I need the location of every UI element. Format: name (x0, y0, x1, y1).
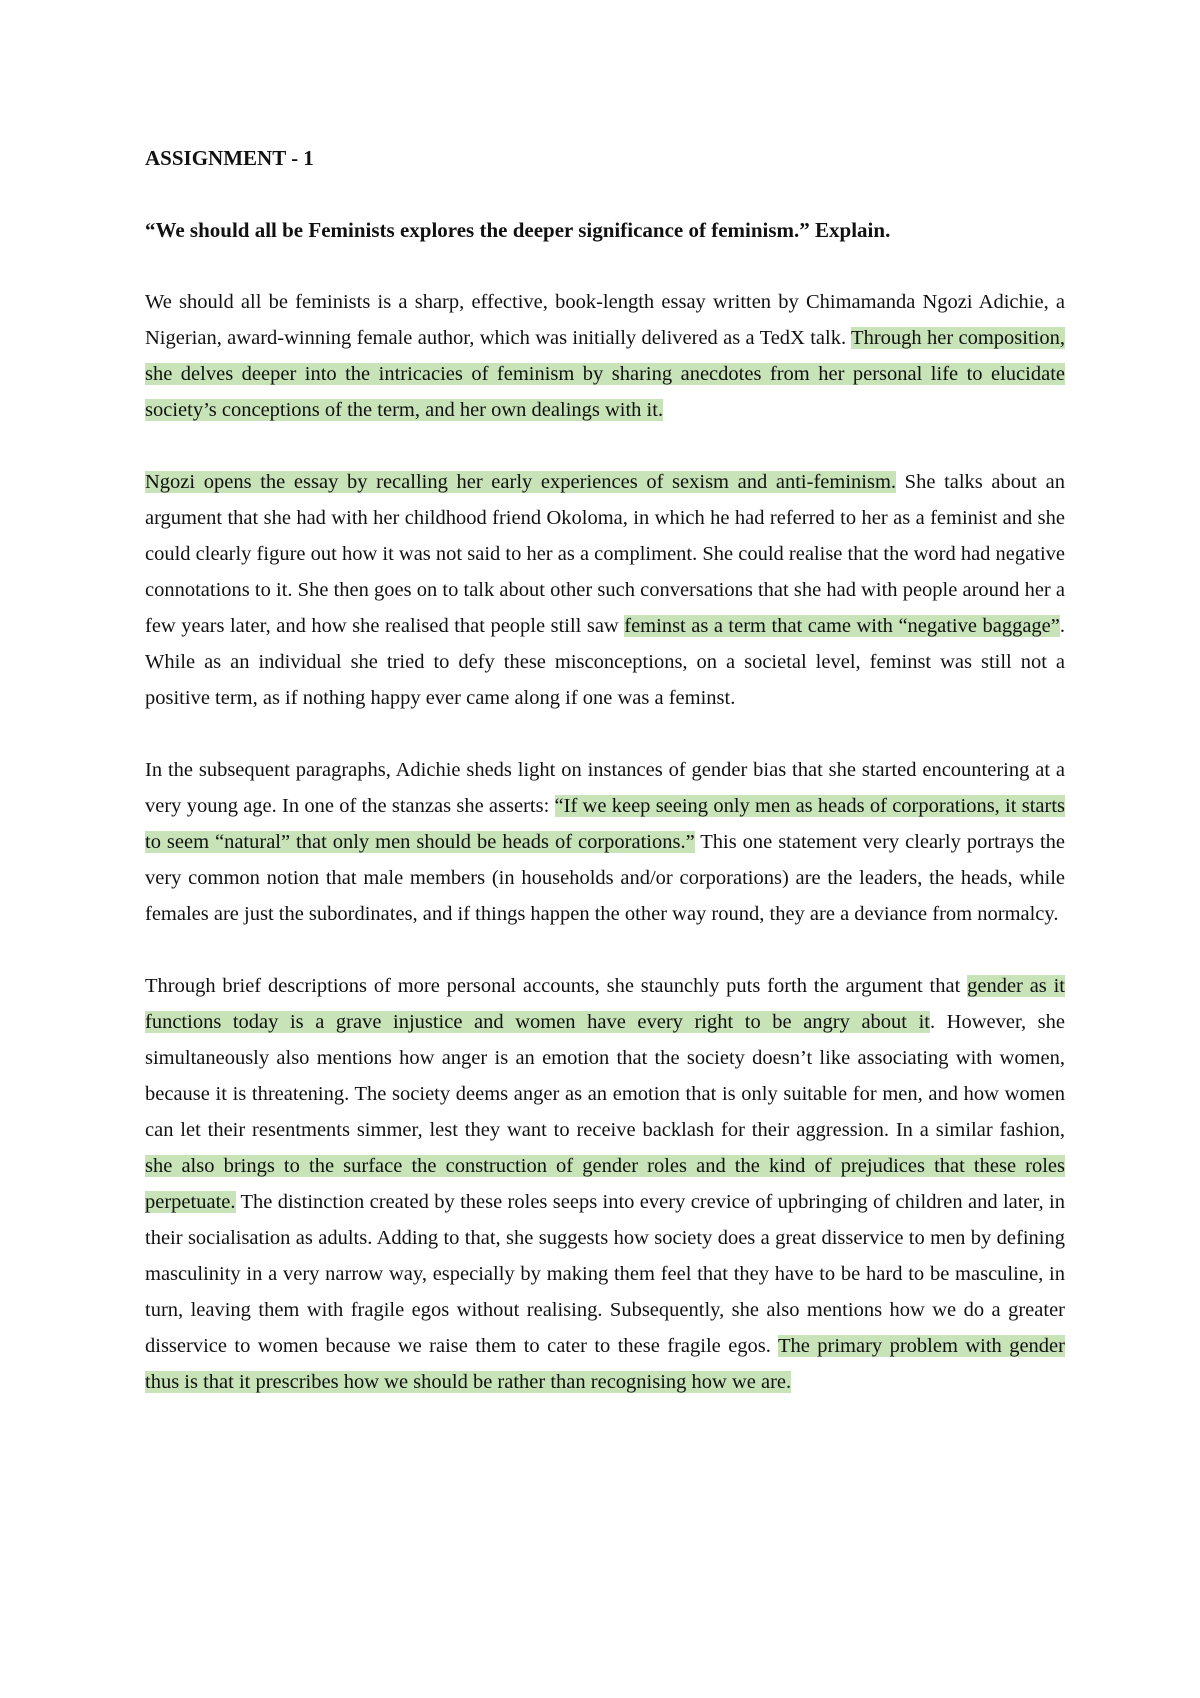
highlighted-text: The primary problem with gender thus is that it prescribes how we should be rather than recognising how we are. (145, 1335, 1065, 1393)
paragraph-2 (145, 464, 1065, 716)
document-page (145, 140, 1065, 1400)
essay-question: “We should all be Feminists explores the deeper significance of feminism.” Explain. (145, 218, 891, 242)
paragraph-1 (145, 284, 1065, 428)
assignment-heading: ASSIGNMENT - 1 (145, 146, 314, 170)
text-segment: . However, she simultaneously also mentions how anger is an emotion that the society doesn’t like associating with women, because it is threatening. The society deems anger as an emotion that is only suitable for men, and how women can let their resentments simmer, lest they want to receive backlash for their aggression. In a similar fashion, (145, 1011, 1066, 1141)
text-segment: . While as an individual she tried to defy these misconceptions, on a societal level, feminst was still not a positive term, as if nothing happy ever came along if one was a feminst. (145, 615, 1065, 709)
paragraph-4 (145, 968, 1065, 1400)
text-segment: In the subsequent paragraphs, Adichie sheds light on instances of gender bias that she started encountering at a very young age. In one of the stanzas she asserts: (145, 759, 1065, 817)
highlighted-text: she also brings to the surface the construction of gender roles and the kind of prejudices that these roles perpetuate. (145, 1155, 1065, 1213)
text-segment: The distinction created by these roles seeps into every crevice of upbringing of children and later, in their socialisation as adults. Adding to that, she suggests how society does a great disservice to men by defining masculinity in a very narrow way, especially by making them feel that they have to be hard to be masculine, in turn, leaving them with fragile egos without realising. Subsequently, she also mentions how we do a greater disservice to women because we raise them to cater to these fragile egos. (145, 1191, 1065, 1357)
highlighted-text: Ngozi opens the essay by recalling her early experiences of sexism and anti-feminism. (145, 471, 897, 493)
highlighted-text: Through her composition, she delves deeper into the intricacies of feminism by sharing anecdotes from her personal life to elucidate society’s conceptions of the term, and her own dealings with it. (145, 327, 1065, 421)
text-segment: This one statement very clearly portrays the very common notion that male members (in households and/or corporations) are the leaders, the heads, while females are just the subordinates, and if things happen the other way round, they are a deviance from normalcy. (145, 831, 1065, 925)
paragraph-3 (145, 752, 1065, 932)
text-segment: Through brief descriptions of more personal accounts, she staunchly puts forth the argument that (145, 975, 968, 997)
highlighted-text: gender as it functions today is a grave injustice and women have every right to be angry about it (145, 975, 1065, 1033)
text-segment: She talks about an argument that she had with her childhood friend Okoloma, in which he had referred to her as a feminist and she could clearly figure out how it was not said to her as a compliment. She could realise that the word had negative connotations to it. She then goes on to talk about other such conversations that she had with people around her a few years later, and how she realised that people still saw (145, 471, 1065, 637)
highlighted-text: “If we keep seeing only men as heads of corporations, it starts to seem “natural” that only men should be heads of corporations.” (145, 795, 1065, 853)
highlighted-text: feminst as a term that came with “negative baggage” (624, 615, 1060, 637)
text-segment: We should all be feminists is a sharp, effective, book-length essay written by Chimamanda Ngozi Adichie, a Nigerian, award-winning female author, which was initially delivered as a TedX talk. (145, 291, 1065, 349)
